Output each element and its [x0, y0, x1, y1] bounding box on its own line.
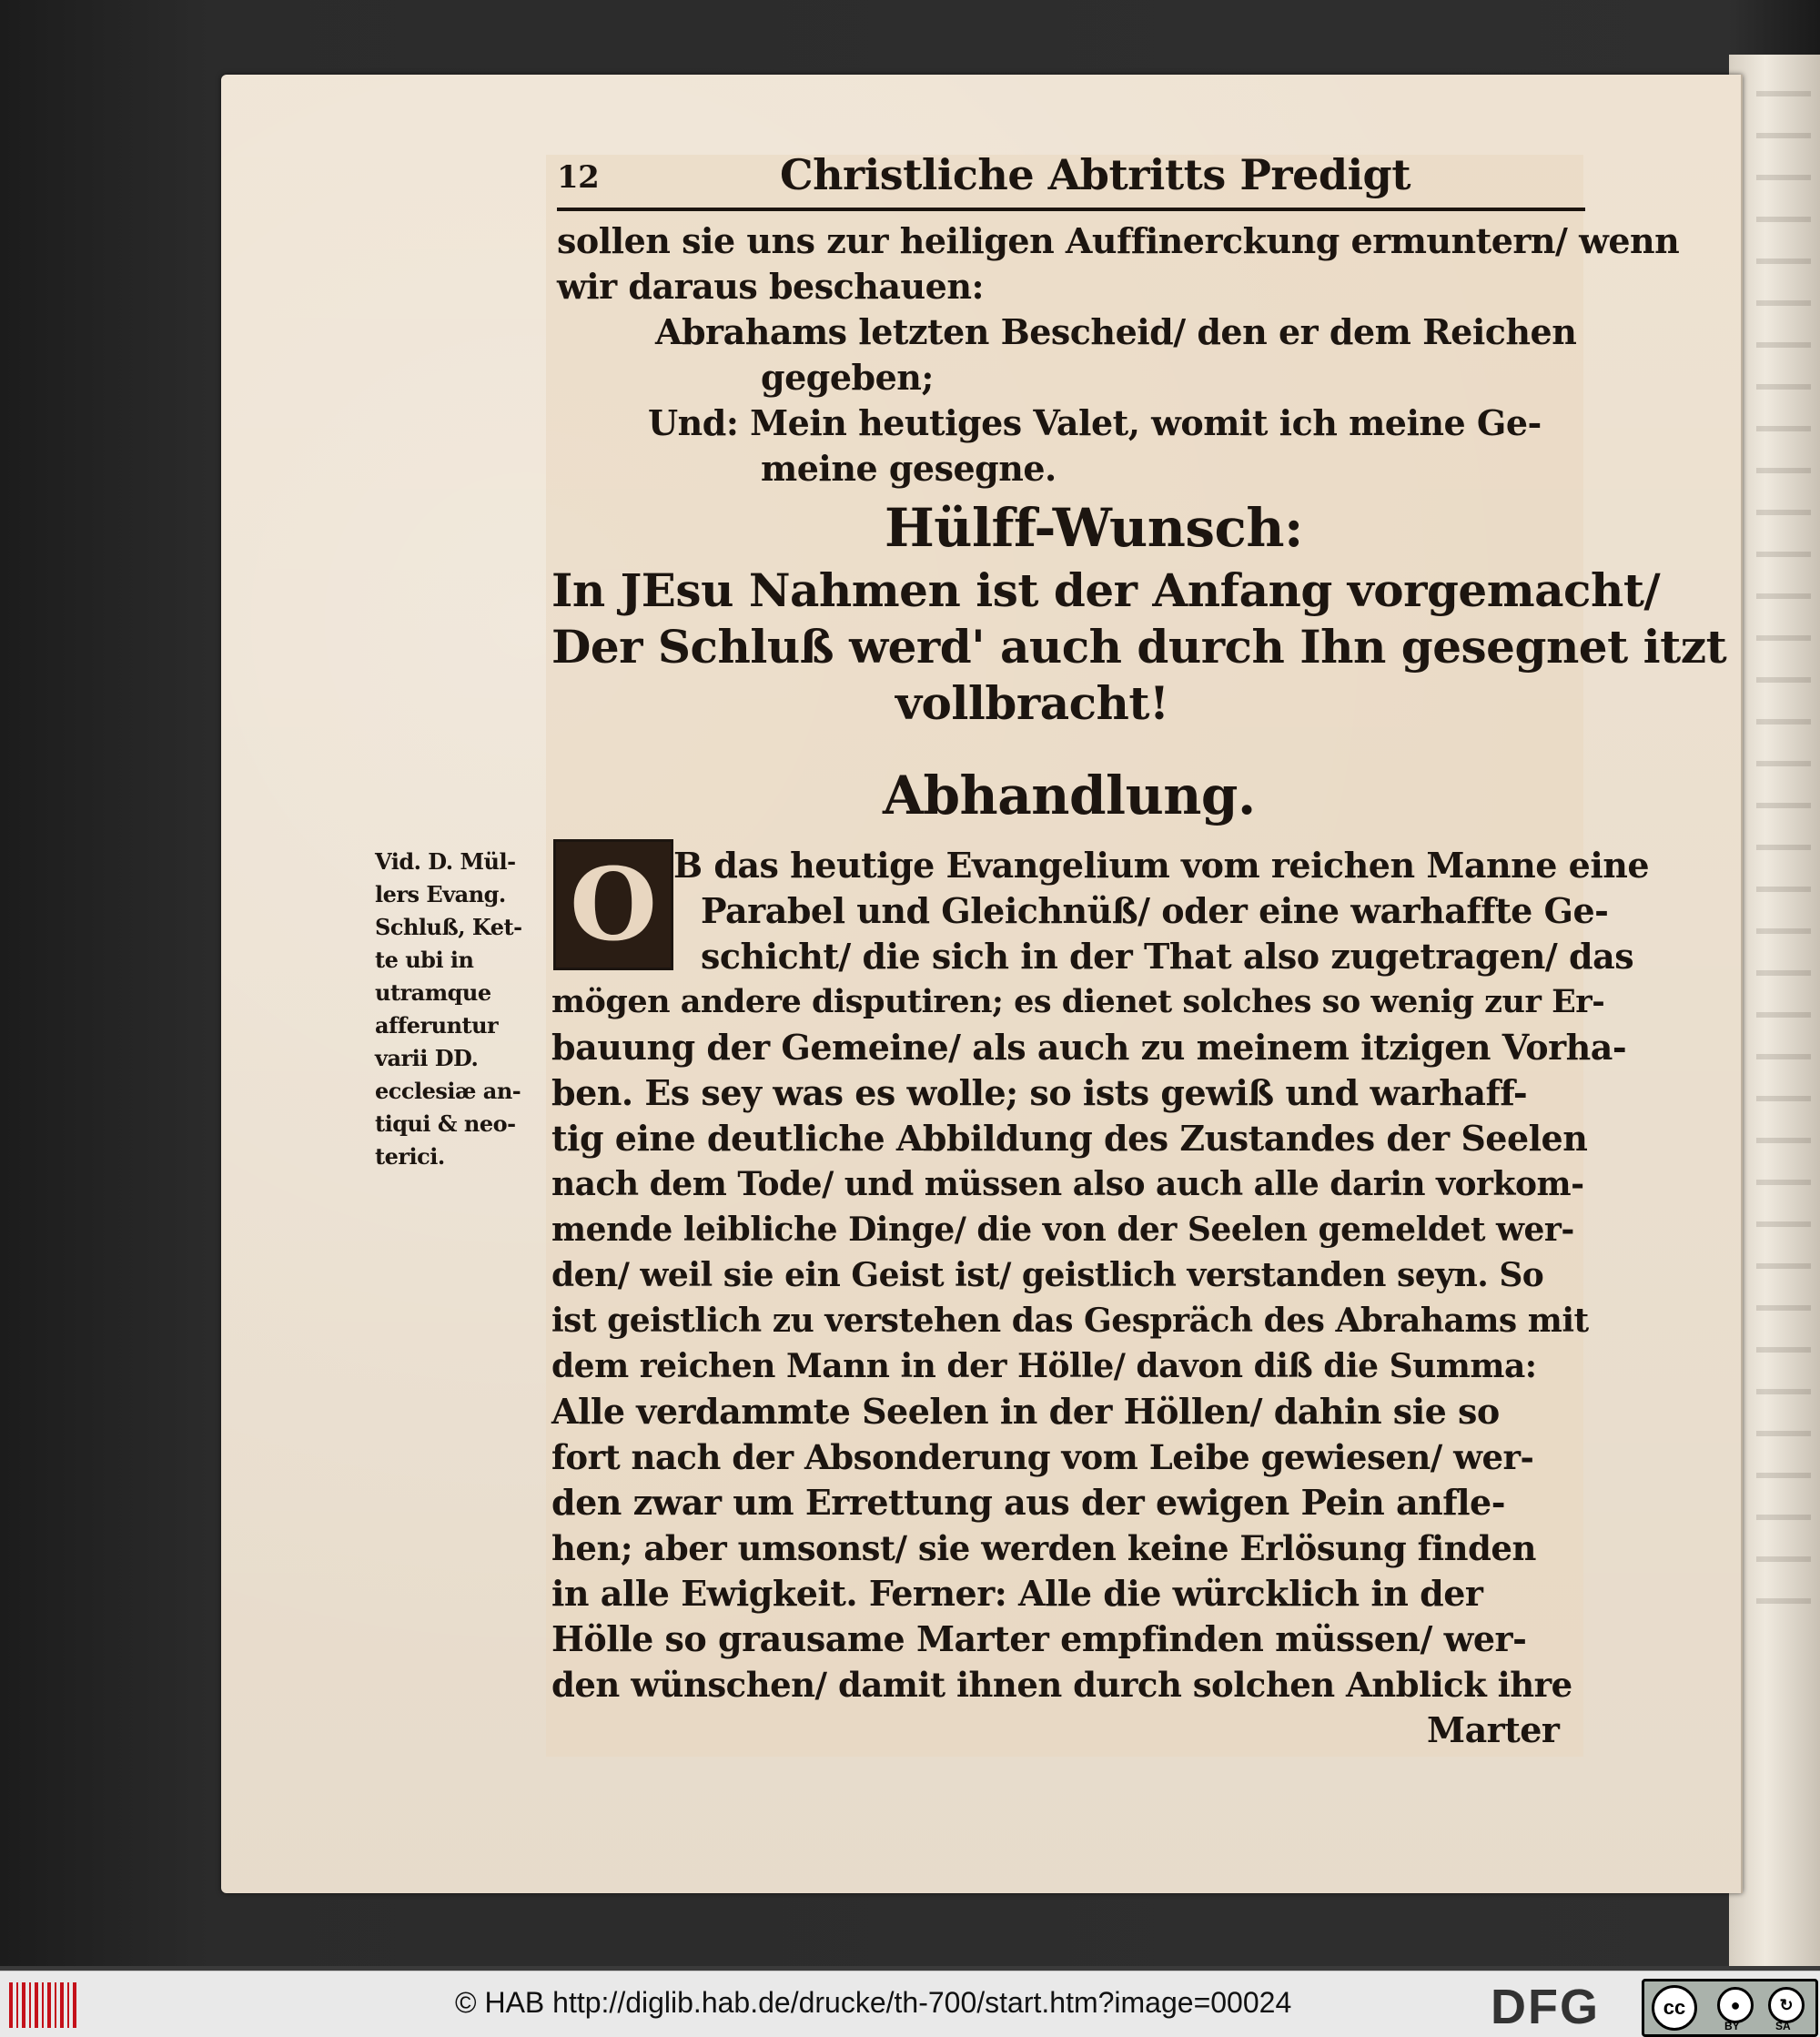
treatise-line: tig eine deutliche Abbildung des Zustandes der Seelen	[551, 1118, 1588, 1159]
initial-letter: O	[570, 846, 657, 963]
cc-icon: cc	[1652, 1985, 1697, 2031]
cc-license-badge[interactable]	[1642, 1979, 1818, 2037]
body-line: wir daraus beschauen:	[557, 266, 984, 307]
treatise-line: hen; aber umsonst/ sie werden keine Erlösung finden	[551, 1528, 1536, 1568]
treatise-line: ben. Es sey was es wolle; so ists gewiß und warhaff-	[551, 1072, 1528, 1113]
wish-line: vollbracht!	[895, 676, 1169, 730]
sa-icon: ↻	[1768, 1987, 1805, 2023]
treatise-line: Alle verdammte Seelen in der Höllen/ dahin sie so	[551, 1391, 1500, 1432]
body-line: sollen sie uns zur heiligen Auffinerckung ermuntern/ wenn	[557, 220, 1680, 261]
by-person-icon: ●	[1717, 1987, 1754, 2023]
wish-line: In JEsu Nahmen ist der Anfang vorgemacht/	[551, 563, 1661, 617]
margin-note-line: te ubi in	[375, 947, 474, 973]
copyright-link[interactable]: © HAB http://diglib.hab.de/drucke/th-700/start.htm?image=00024	[455, 1986, 1292, 2019]
margin-note-line: utramque	[375, 979, 491, 1006]
header-rule	[557, 208, 1585, 211]
treatise-line: in alle Ewigkeit. Ferner: Alle die würcklich in der	[551, 1573, 1483, 1614]
treatise-line: den/ weil sie ein Geist ist/ geistlich verstanden seyn. So	[551, 1256, 1544, 1294]
treatise-line: bauung der Gemeine/ als auch zu meinem itzigen Vorha-	[551, 1027, 1627, 1068]
edge-text-shadow	[1756, 91, 1811, 1638]
catchword: Marter	[1427, 1709, 1560, 1750]
wish-line: Der Schluß werd' auch durch Ihn gesegnet itzt	[551, 620, 1727, 674]
treatise-line: mende leibliche Dinge/ die von der Seelen gemeldet wer-	[551, 1211, 1574, 1249]
dfg-logo: DFG	[1491, 1980, 1600, 2034]
license-sa-label: SA	[1775, 2020, 1791, 2032]
treatise-line: fort nach der Absonderung vom Leibe gewiesen/ wer-	[551, 1437, 1534, 1477]
treatise-line: B das heutige Evangelium vom reichen Manne eine	[673, 845, 1650, 886]
wish-heading: Hülff-Wunsch:	[885, 497, 1303, 559]
margin-note-line: ecclesiæ an-	[375, 1078, 521, 1104]
barcode-logo-icon	[9, 1982, 78, 2028]
treatise-line: den zwar um Errettung aus der ewigen Pein anfle-	[551, 1482, 1505, 1523]
next-page-edge	[1729, 55, 1820, 1966]
treatise-line: nach dem Tode/ und müssen also auch alle darin vorkom-	[551, 1165, 1584, 1203]
margin-note-line: terici.	[375, 1143, 445, 1170]
license-by-label: BY	[1724, 2020, 1740, 2032]
treatise-line: Parabel und Gleichnüß/ oder eine warhaffte Ge-	[701, 890, 1609, 931]
margin-note-line: afferuntur	[375, 1012, 499, 1039]
margin-note-line: lers Evang.	[375, 881, 506, 907]
treatise-line: Hölle so grausame Marter empfinden müssen/ wer-	[551, 1618, 1527, 1659]
body-line: Abrahams letzten Bescheid/ den er dem Reichen	[655, 311, 1577, 352]
treatise-heading: Abhandlung.	[883, 765, 1256, 826]
margin-note-line: varii DD.	[375, 1045, 479, 1071]
treatise-line: schicht/ die sich in der That also zugetragen/ das	[701, 936, 1634, 977]
running-title: Christliche Abtritts Predigt	[780, 150, 1410, 199]
body-line: Und: Mein heutiges Valet, womit ich meine Ge-	[648, 402, 1542, 443]
margin-note-line: tiqui & neo-	[375, 1110, 516, 1137]
running-head	[557, 150, 1585, 205]
decorated-initial	[553, 839, 673, 970]
body-line: gegeben;	[761, 357, 934, 398]
viewer-footer	[0, 1971, 1820, 2037]
treatise-line: dem reichen Mann in der Hölle/ davon diß die Summa:	[551, 1347, 1537, 1385]
treatise-line: ist geistlich zu verstehen das Gespräch des Abrahams mit	[551, 1302, 1589, 1340]
margin-note-line: Vid. D. Mül-	[375, 848, 516, 875]
treatise-line: den wünschen/ damit ihnen durch solchen Anblick ihre	[551, 1665, 1572, 1705]
page-number: 12	[557, 159, 600, 196]
body-line: meine gesegne.	[761, 448, 1057, 489]
treatise-line: mögen andere disputiren; es dienet solches so wenig zur Er-	[551, 983, 1605, 1020]
margin-note-line: Schluß, Ket-	[375, 914, 522, 940]
